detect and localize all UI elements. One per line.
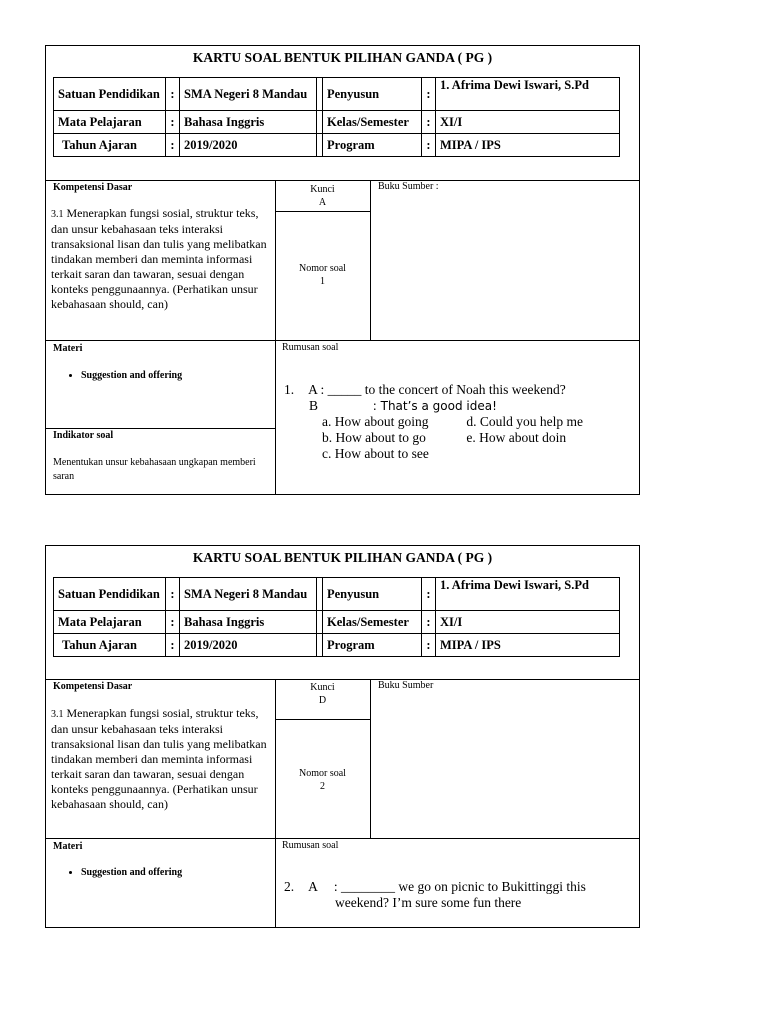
rumusan-label: Rumusan soal <box>282 342 339 353</box>
kelas-label: Kelas/Semester <box>323 111 422 134</box>
divider <box>46 679 639 680</box>
kunci-label: Kunci <box>310 682 335 693</box>
satuan-label: Satuan Pendidikan <box>54 578 166 611</box>
option-a: a. How about going <box>322 414 429 429</box>
tahun-value: 2019/2020 <box>180 134 317 157</box>
mapel-label: Mata Pelajaran <box>54 611 166 634</box>
divider <box>46 340 639 341</box>
satuan-label: Satuan Pendidikan <box>54 78 166 111</box>
penyusun-value: 1. Afrima Dewi Iswari, S.Pd <box>436 78 620 111</box>
mapel-label: Mata Pelajaran <box>54 111 166 134</box>
kd-number: 3.1 <box>51 709 64 720</box>
option-b: b. How about to go <box>322 430 426 445</box>
divider <box>275 180 276 495</box>
kd-body: Menerapkan fungsi sosial, struktur teks, dan unsur kebahasaan teks interaksi transaksional lisan dan tulis yang melibatkan tindakan memberi dan meminta informasi terkait saran dan tawaran, sesuai dengan konteks penggunaannya. (Perhatikan unsur kebahasaan should, can) <box>51 206 267 311</box>
colon: : <box>166 578 180 611</box>
colon: : <box>422 611 436 634</box>
colon: : <box>422 134 436 157</box>
tahun-label: Tahun Ajaran <box>54 634 166 657</box>
question-card-1 <box>45 45 640 495</box>
options-row <box>284 430 583 446</box>
mapel-value: Bahasa Inggris <box>180 111 317 134</box>
satuan-value: SMA Negeri 8 Mandau <box>180 78 317 111</box>
colon: : <box>422 78 436 111</box>
nomor-label: Nomor soal <box>299 263 346 274</box>
question-1 <box>284 382 583 462</box>
indikator-text: Menentukan unsur kebahasaan ungkapan memberi saran <box>53 457 256 482</box>
kelas-value: XI/I <box>436 611 620 634</box>
question-b-text: : That’s a good idea! <box>372 399 497 413</box>
nomor-label: Nomor soal <box>299 768 346 779</box>
indikator-label: Indikator soal <box>53 430 114 441</box>
penyusun-value: 1. Afrima Dewi Iswari, S.Pd <box>436 578 620 611</box>
question-line-a <box>284 879 586 895</box>
divider <box>46 180 639 181</box>
option-d: d. Could you help me <box>466 414 583 429</box>
speaker-a: A <box>308 382 318 397</box>
option-e: e. How about doin <box>466 430 567 445</box>
penyusun-label: Penyusun <box>323 78 422 111</box>
nomor-value: 2 <box>320 781 325 792</box>
colon: : <box>166 134 180 157</box>
program-value: MIPA / IPS <box>436 634 620 657</box>
satuan-value: SMA Negeri 8 Mandau <box>180 578 317 611</box>
divider <box>370 180 371 340</box>
speaker-b: B <box>309 398 319 413</box>
materi-list <box>51 867 182 878</box>
question-line-b <box>284 398 583 414</box>
colon: : <box>422 111 436 134</box>
options-row <box>284 414 583 430</box>
card-title: KARTU SOAL BENTUK PILIHAN GANDA ( PG ) <box>192 550 493 565</box>
colon: : <box>166 634 180 657</box>
divider <box>275 211 370 212</box>
identity-table <box>53 77 620 157</box>
kelas-value: XI/I <box>436 111 620 134</box>
colon: : <box>166 611 180 634</box>
kunci-cell <box>275 183 370 209</box>
nomor-cell <box>275 262 370 288</box>
program-value: MIPA / IPS <box>436 134 620 157</box>
divider <box>275 719 370 720</box>
kd-label: Kompetensi Dasar <box>53 681 133 692</box>
kd-label: Kompetensi Dasar <box>53 182 133 193</box>
materi-item: • Suggestion and offering <box>81 370 182 381</box>
colon: : <box>166 78 180 111</box>
materi-list <box>51 370 182 381</box>
options-row <box>284 446 583 462</box>
divider <box>275 679 276 928</box>
divider <box>370 679 371 838</box>
question-line-a-cont: weekend? I’m sure some fun there <box>335 895 522 910</box>
divider <box>46 838 639 839</box>
kunci-value: D <box>318 695 327 706</box>
materi-item: • Suggestion and offering <box>81 867 182 878</box>
question-card-2 <box>45 545 640 928</box>
kd-text <box>51 206 273 312</box>
kelas-label: Kelas/Semester <box>323 611 422 634</box>
divider <box>46 428 275 429</box>
question-a-text: : ________ we go on picnic to Bukittinggi this <box>333 879 586 894</box>
option-c: c. How about to see <box>322 446 429 461</box>
colon: : <box>166 111 180 134</box>
tahun-label: Tahun Ajaran <box>54 134 166 157</box>
speaker-a: A <box>308 879 318 894</box>
program-label: Program <box>323 634 422 657</box>
nomor-value: 1 <box>320 276 325 287</box>
colon: : <box>422 634 436 657</box>
question-2 <box>284 879 586 911</box>
kunci-cell <box>275 681 370 707</box>
card-title: KARTU SOAL BENTUK PILIHAN GANDA ( PG ) <box>192 50 493 65</box>
question-number: 1. <box>284 382 295 397</box>
kd-body: Menerapkan fungsi sosial, struktur teks, dan unsur kebahasaan teks interaksi transaksional lisan dan tulis yang melibatkan tindakan memberi dan meminta informasi terkait saran dan tawaran, sesuai dengan konteks penggunaannya. (Perhatikan unsur kebahasaan should, can) <box>51 706 267 811</box>
materi-label: Materi <box>53 343 83 354</box>
mapel-value: Bahasa Inggris <box>180 611 317 634</box>
question-number: 2. <box>284 879 295 894</box>
kunci-value: A <box>318 197 327 208</box>
kd-number: 3.1 <box>51 209 64 220</box>
kd-text <box>51 706 273 812</box>
rumusan-label: Rumusan soal <box>282 840 339 851</box>
penyusun-label: Penyusun <box>323 578 422 611</box>
buku-sumber-label: Buku Sumber <box>378 680 434 691</box>
program-label: Program <box>323 134 422 157</box>
question-line-a <box>284 382 583 398</box>
identity-table <box>53 577 620 657</box>
materi-label: Materi <box>53 841 83 852</box>
question-a-text: : _____ to the concert of Noah this weekend? <box>320 382 566 397</box>
kunci-label: Kunci <box>310 184 335 195</box>
buku-sumber-label: Buku Sumber : <box>378 181 439 192</box>
tahun-value: 2019/2020 <box>180 634 317 657</box>
nomor-cell <box>275 767 370 793</box>
colon: : <box>422 578 436 611</box>
